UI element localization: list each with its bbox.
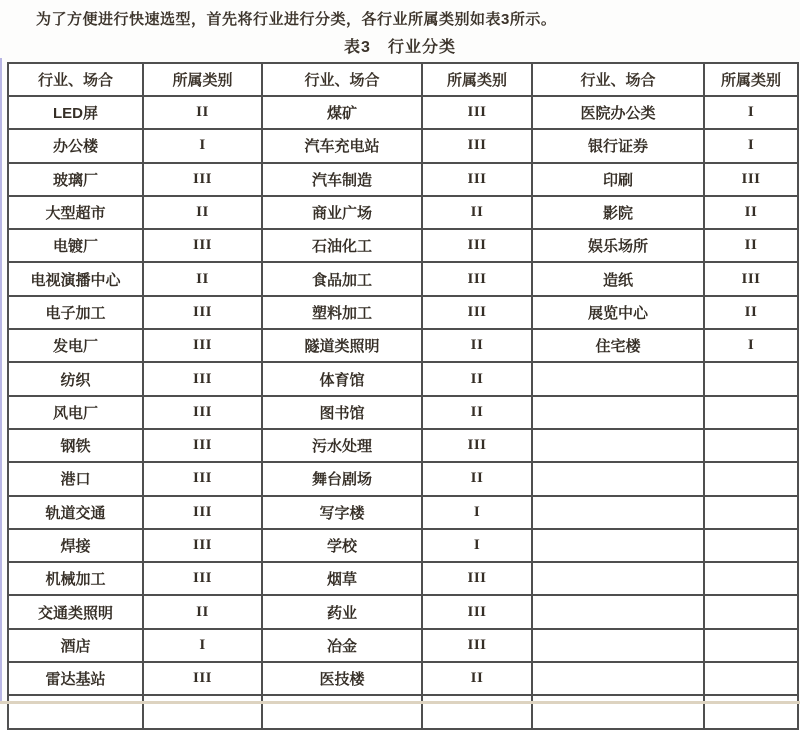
category-cell: III bbox=[422, 595, 532, 628]
table-row bbox=[8, 462, 798, 495]
table-row bbox=[8, 396, 798, 429]
category-cell: II bbox=[704, 229, 798, 262]
category-cell: III bbox=[422, 562, 532, 595]
table-body bbox=[8, 96, 798, 729]
industry-cell bbox=[532, 662, 704, 695]
category-cell: III bbox=[143, 163, 262, 196]
industry-cell: 汽车充电站 bbox=[262, 129, 422, 162]
industry-cell: 轨道交通 bbox=[8, 496, 143, 529]
industry-cell: 舞台剧场 bbox=[262, 462, 422, 495]
category-cell: III bbox=[143, 562, 262, 595]
header-industry-cell: 行业、场合 bbox=[8, 63, 143, 96]
table-row bbox=[8, 429, 798, 462]
industry-cell: 焊接 bbox=[8, 529, 143, 562]
category-cell: III bbox=[422, 262, 532, 295]
category-cell: III bbox=[704, 163, 798, 196]
category-cell bbox=[704, 362, 798, 395]
industry-cell: 印刷 bbox=[532, 163, 704, 196]
category-cell: I bbox=[704, 129, 798, 162]
category-cell: II bbox=[704, 296, 798, 329]
category-cell: III bbox=[143, 662, 262, 695]
category-cell: III bbox=[422, 96, 532, 129]
industry-cell: 钢铁 bbox=[8, 429, 143, 462]
industry-cell: 港口 bbox=[8, 462, 143, 495]
category-cell: III bbox=[143, 429, 262, 462]
industry-cell: 酒店 bbox=[8, 629, 143, 662]
industry-cell: 写字楼 bbox=[262, 496, 422, 529]
table-row bbox=[8, 662, 798, 695]
industry-cell bbox=[532, 496, 704, 529]
industry-cell: 图书馆 bbox=[262, 396, 422, 429]
table-row bbox=[8, 129, 798, 162]
industry-cell: 石油化工 bbox=[262, 229, 422, 262]
table-row bbox=[8, 329, 798, 362]
category-cell: III bbox=[422, 296, 532, 329]
industry-cell: 药业 bbox=[262, 595, 422, 628]
category-cell: II bbox=[143, 96, 262, 129]
table-title: 表3 行业分类 bbox=[344, 39, 456, 56]
page-left-edge-accent bbox=[0, 58, 2, 704]
industry-cell: 烟草 bbox=[262, 562, 422, 595]
industry-cell: 医技楼 bbox=[262, 662, 422, 695]
category-cell: II bbox=[422, 362, 532, 395]
table-row bbox=[8, 163, 798, 196]
industry-cell bbox=[532, 562, 704, 595]
industry-cell: 银行证券 bbox=[532, 129, 704, 162]
industry-cell: 办公楼 bbox=[8, 129, 143, 162]
category-cell: II bbox=[422, 196, 532, 229]
industry-cell: 食品加工 bbox=[262, 262, 422, 295]
category-cell: III bbox=[143, 496, 262, 529]
industry-cell: 雷达基站 bbox=[8, 662, 143, 695]
industry-cell: 影院 bbox=[532, 196, 704, 229]
category-cell: I bbox=[422, 529, 532, 562]
category-cell: III bbox=[422, 629, 532, 662]
table-row bbox=[8, 196, 798, 229]
industry-cell: 娱乐场所 bbox=[532, 229, 704, 262]
category-cell: I bbox=[422, 496, 532, 529]
category-cell: II bbox=[422, 662, 532, 695]
industry-cell bbox=[532, 462, 704, 495]
category-cell: II bbox=[143, 262, 262, 295]
industry-cell: 冶金 bbox=[262, 629, 422, 662]
table-row bbox=[8, 595, 798, 628]
industry-cell: 发电厂 bbox=[8, 329, 143, 362]
industry-cell: 展览中心 bbox=[532, 296, 704, 329]
industry-cell bbox=[532, 529, 704, 562]
category-cell: I bbox=[704, 329, 798, 362]
category-cell: I bbox=[143, 629, 262, 662]
table-row bbox=[8, 362, 798, 395]
header-category-cell: 所属类别 bbox=[704, 63, 798, 96]
header-category-cell: 所属类别 bbox=[422, 63, 532, 96]
header-industry-cell: 行业、场合 bbox=[262, 63, 422, 96]
industry-cell: 污水处理 bbox=[262, 429, 422, 462]
industry-cell bbox=[532, 396, 704, 429]
industry-cell: 商业广场 bbox=[262, 196, 422, 229]
category-cell bbox=[704, 529, 798, 562]
category-cell: II bbox=[704, 196, 798, 229]
industry-cell: 医院办公类 bbox=[532, 96, 704, 129]
category-cell bbox=[704, 496, 798, 529]
header-industry-cell: 行业、场合 bbox=[532, 63, 704, 96]
category-cell bbox=[704, 462, 798, 495]
intro-text: 为了方便进行快速选型，首先将行业进行分类，各行业所属类别如表3所示。 bbox=[36, 11, 557, 28]
table-row bbox=[8, 529, 798, 562]
category-cell: III bbox=[422, 229, 532, 262]
industry-cell: 隧道类照明 bbox=[262, 329, 422, 362]
industry-cell: 电子加工 bbox=[8, 296, 143, 329]
industry-cell bbox=[532, 595, 704, 628]
table-row bbox=[8, 229, 798, 262]
category-cell bbox=[704, 429, 798, 462]
industry-cell bbox=[532, 362, 704, 395]
category-cell: I bbox=[704, 96, 798, 129]
industry-cell: 玻璃厂 bbox=[8, 163, 143, 196]
category-cell: II bbox=[422, 329, 532, 362]
category-cell: II bbox=[143, 595, 262, 628]
industry-cell: 塑料加工 bbox=[262, 296, 422, 329]
table-row bbox=[8, 562, 798, 595]
category-cell: III bbox=[704, 262, 798, 295]
industry-cell: 电视演播中心 bbox=[8, 262, 143, 295]
category-cell: III bbox=[143, 396, 262, 429]
table-row bbox=[8, 296, 798, 329]
category-cell: II bbox=[143, 196, 262, 229]
category-cell bbox=[704, 595, 798, 628]
category-cell: III bbox=[143, 529, 262, 562]
industry-cell: 煤矿 bbox=[262, 96, 422, 129]
category-cell: I bbox=[143, 129, 262, 162]
industry-cell: 机械加工 bbox=[8, 562, 143, 595]
category-cell bbox=[704, 562, 798, 595]
industry-cell: 汽车制造 bbox=[262, 163, 422, 196]
industry-cell: 学校 bbox=[262, 529, 422, 562]
category-cell: III bbox=[143, 296, 262, 329]
industry-cell bbox=[532, 629, 704, 662]
category-cell: III bbox=[143, 329, 262, 362]
industry-cell: LED屏 bbox=[8, 96, 143, 129]
table-row bbox=[8, 96, 798, 129]
category-cell: III bbox=[143, 229, 262, 262]
category-cell: III bbox=[143, 462, 262, 495]
industry-cell: 纺织 bbox=[8, 362, 143, 395]
category-cell: III bbox=[143, 362, 262, 395]
industry-cell: 交通类照明 bbox=[8, 595, 143, 628]
table-row bbox=[8, 262, 798, 295]
industry-cell: 电镀厂 bbox=[8, 229, 143, 262]
category-cell: III bbox=[422, 129, 532, 162]
industry-cell: 造纸 bbox=[532, 262, 704, 295]
industry-cell: 体育馆 bbox=[262, 362, 422, 395]
category-cell: II bbox=[422, 462, 532, 495]
category-cell: III bbox=[422, 429, 532, 462]
header-category-cell: 所属类别 bbox=[143, 63, 262, 96]
table-row bbox=[8, 629, 798, 662]
industry-cell: 风电厂 bbox=[8, 396, 143, 429]
header-row bbox=[8, 63, 798, 96]
industry-cell: 大型超市 bbox=[8, 196, 143, 229]
category-cell: III bbox=[422, 163, 532, 196]
industry-cell bbox=[532, 429, 704, 462]
industry-cell: 住宅楼 bbox=[532, 329, 704, 362]
industry-classification-table bbox=[7, 62, 799, 730]
category-cell: II bbox=[422, 396, 532, 429]
category-cell bbox=[704, 396, 798, 429]
category-cell bbox=[704, 662, 798, 695]
table-row bbox=[8, 496, 798, 529]
category-cell bbox=[704, 629, 798, 662]
table-header bbox=[8, 63, 798, 96]
